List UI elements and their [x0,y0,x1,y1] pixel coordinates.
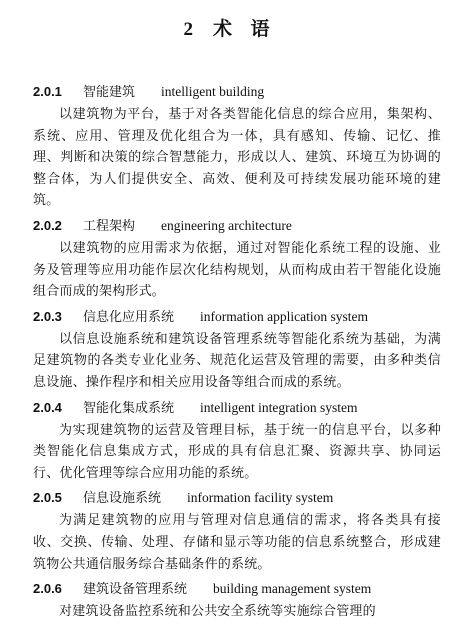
term-chinese-name: 信息化应用系统 [83,309,175,325]
term-number: 2.0.4 [33,399,62,415]
term-definition: 以建筑物为平台，基于对各类智能化信息的综合应用，集架构、系统、应用、管理及优化组合为一体，具有感知、传输、记忆、推理、判断和决策的综合智慧能力，形成以人、建筑、环境互为协调的整合体，为人们提供安全、高效、便利及可持续发展功能环境的建筑。 [33,107,441,209]
term-heading [33,305,441,329]
term-english-name: intelligent building [161,84,265,99]
term-chinese-name: 建筑设备管理系统 [83,582,188,598]
term-definition: 以建筑物的应用需求为依据，通过对智能化系统工程的设施、业务及管理等应用功能作层次化结构规划，从而构成由若干智能化设施组合而成的架构形式。 [33,240,441,300]
term-chinese-name: 信息设施系统 [83,491,162,507]
term-definition: 为满足建筑物的应用与管理对信息通信的需求，将各类具有接收、交换、传输、处理、存储和显示等功能的信息系统整合，形成建筑物公共通信服务综合基础条件的系统。 [33,513,441,572]
term-definition: 对建筑设备监控系统和公共安全系统等实施综合管理的 [59,604,376,620]
term-english-name: intelligent integration system [200,399,358,415]
term-heading [33,214,441,238]
term-definition: 为实现建筑物的运营及管理目标，基于统一的信息平台，以多种类智能化信息集成方式，形成的具有信息汇聚、资源共享、协同运行、优化管理等综合应用功能的系统。 [33,422,441,481]
term-number: 2.0.5 [33,490,62,506]
term-entry-2-0-2 [33,214,441,303]
chapter-title [0,14,459,41]
term-entry-2-0-1 [33,80,441,212]
term-heading [33,396,441,420]
term-heading [33,80,441,104]
term-english-name: information application system [200,308,368,324]
term-number: 2.0.6 [33,581,62,597]
term-number: 2.0.1 [33,84,62,99]
term-chinese-name: 智能化集成系统 [83,400,175,416]
term-list [33,80,441,625]
term-entry-2-0-6 [33,577,441,623]
term-entry-2-0-5 [33,486,441,575]
term-english-name: information facility system [187,490,334,506]
chapter-title-text: 术 语 [212,18,276,40]
chapter-number: 2 [183,19,199,40]
term-number: 2.0.3 [33,308,62,324]
term-entry-2-0-4 [33,396,441,485]
term-definition: 以信息设施系统和建筑设备管理系统等智能化系统为基础，为满足建筑物的各类专业化业务、规范化运营及管理的需要，由多种类信息设施、操作程序和相关应用设备等组合而成的系统。 [33,331,441,390]
term-chinese-name: 智能建筑 [83,85,136,100]
term-heading [33,486,441,510]
term-chinese-name: 工程架构 [83,218,136,234]
term-english-name: building management system [213,581,372,597]
term-english-name: engineering architecture [161,217,292,233]
term-heading [33,577,441,601]
term-number: 2.0.2 [33,217,62,233]
term-entry-2-0-3 [33,305,441,394]
